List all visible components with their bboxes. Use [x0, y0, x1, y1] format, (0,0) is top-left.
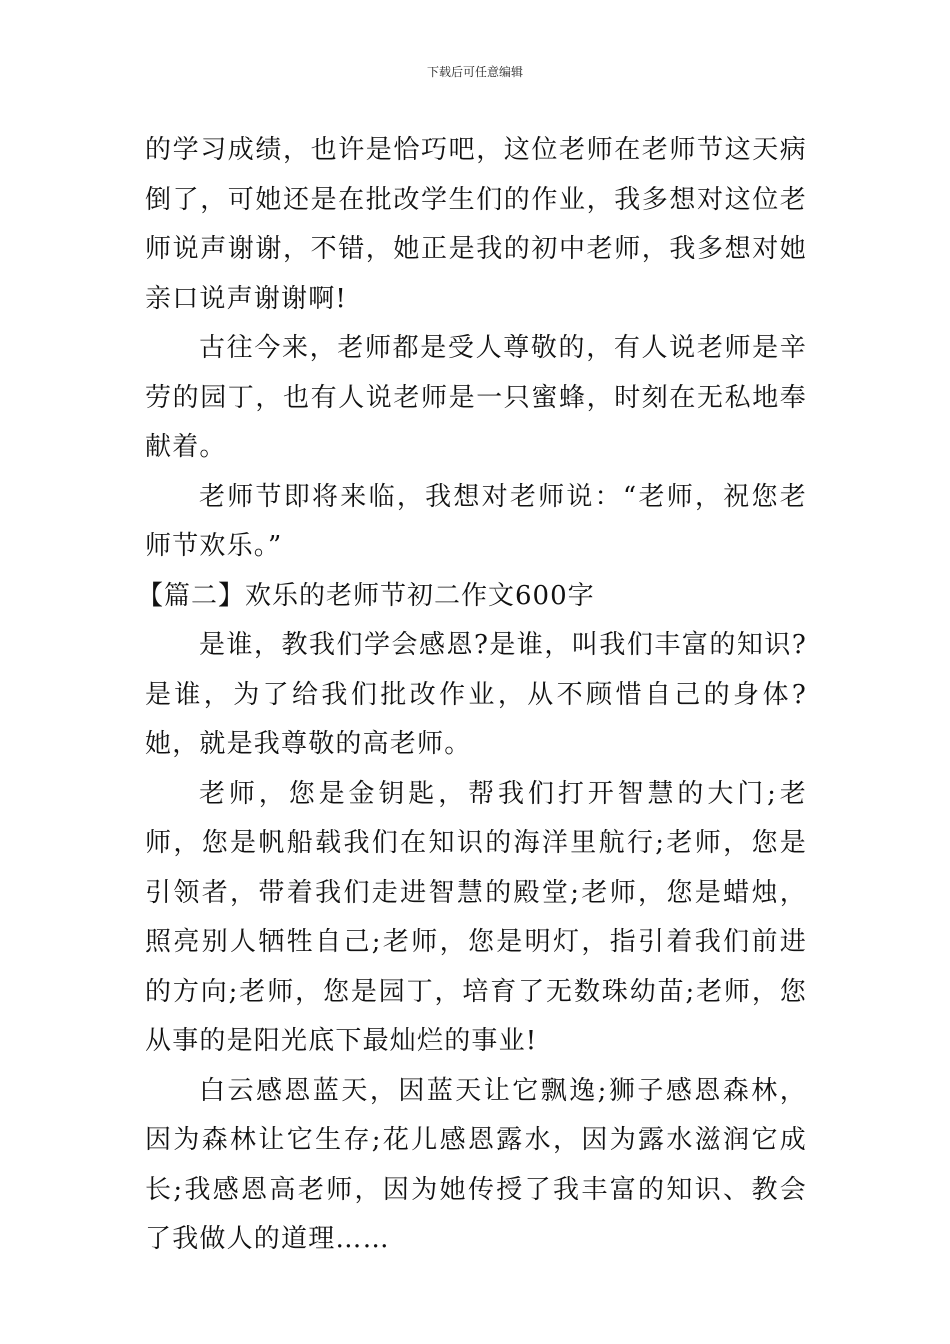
- paragraph-1: 的学习成绩，也许是恰巧吧，这位老师在老师节这天病倒了，可她还是在批改学生们的作业，我多想对这位老师说声谢谢，不错，她正是我的初中老师，我多想对她亲口说声谢谢啊!: [145, 135, 807, 314]
- section-heading: 【篇二】欢乐的老师节初二作文600字: [137, 580, 595, 611]
- section-paragraph-2: 老师，您是金钥匙，帮我们打开智慧的大门;老师，您是帆船载我们在知识的海洋里航行;老师，您是引领者，带着我们走进智慧的殿堂;老师，您是蜡烛，照亮别人牺牲自己;老师，您是明灯，指引着我们前进的方向;老师，您是园丁，培育了无数珠幼苗;老师，您从事的是阳光底下最灿烂的事业!: [145, 778, 807, 1056]
- section-paragraph-3: 白云感恩蓝天，因蓝天让它飘逸;狮子感恩森林，因为森林让它生存;花儿感恩露水，因为露水滋润它成长;我感恩高老师，因为她传授了我丰富的知识、教会了我做人的道理……: [145, 1075, 807, 1254]
- section-paragraph-1: 是谁，教我们学会感恩?是谁，叫我们丰富的知识?是谁，为了给我们批改作业，从不顾惜自己的身体?她，就是我尊敬的高老师。: [145, 630, 807, 759]
- page-header-note: 下载后可任意编辑: [426, 65, 523, 79]
- paragraph-3: 老师节即将来临，我想对老师说：“老师，祝您老师节欢乐。”: [145, 481, 807, 561]
- document-body: [137, 126, 807, 1265]
- paragraph-2: 古往今来，老师都是受人尊敬的，有人说老师是辛劳的园丁，也有人说老师是一只蜜蜂，时刻在无私地奉献着。: [145, 333, 807, 462]
